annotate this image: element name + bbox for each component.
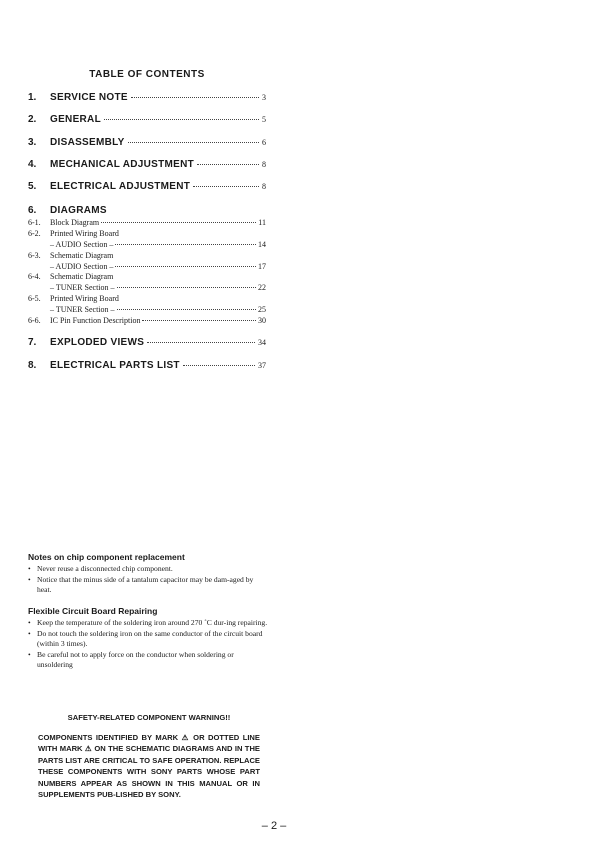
bullet-text: Notice that the minus side of a tantalum capacitor may be dam-aged by heat. — [37, 574, 254, 595]
subitem-page: 22 — [258, 283, 266, 292]
toc-subitem — [28, 316, 266, 327]
toc-subitem — [28, 229, 266, 240]
bullet-text: Never reuse a disconnected chip component. — [37, 564, 173, 573]
toc-subitem — [28, 240, 266, 251]
safety-warning-body: COMPONENTS IDENTIFIED BY MARK ⚠ OR DOTTED LINE WITH MARK ⚠ ON THE SCHEMATIC DIAGRAMS AND IN THE PARTS LIST ARE CRITICAL TO SAFE OPERATION. REPLACE THESE COMPONENTS WITH SONY PARTS WHOSE PART NUMBERS APPEAR AS SHOWN IN THIS MANUAL OR IN SUPPLEMENTS PUB-LISHED BY SONY. — [38, 733, 260, 800]
toc-item-title: ELECTRICAL ADJUSTMENT — [50, 181, 191, 192]
flex-notes-title: Flexible Circuit Board Repairing — [28, 606, 158, 616]
toc-item-number: 5. — [28, 181, 37, 192]
toc-item-number: 2. — [28, 114, 37, 125]
toc-item-title: MECHANICAL ADJUSTMENT — [50, 159, 195, 170]
toc-item-page: 37 — [258, 361, 266, 370]
subitem-text: Printed Wiring Board — [50, 229, 119, 238]
leader-dots — [197, 164, 259, 165]
list-item — [28, 575, 268, 596]
bullet: • — [28, 649, 31, 659]
leader-dots — [115, 244, 256, 245]
toc-item-title: EXPLODED VIEWS — [50, 337, 145, 348]
leader-dots — [128, 142, 259, 143]
toc-item-title: DIAGRAMS — [50, 205, 107, 216]
toc-subitem — [28, 272, 266, 283]
toc-subitem — [28, 283, 266, 294]
leader-dots — [183, 365, 255, 366]
bullet: • — [28, 618, 31, 627]
toc-subitem — [28, 251, 266, 262]
toc-item-exploded-views — [28, 337, 266, 351]
toc-item-page: 5 — [262, 115, 266, 124]
subitem-number: 6-2. — [28, 229, 41, 238]
toc-item-number: 8. — [28, 360, 37, 371]
leader-dots — [115, 266, 256, 267]
toc-item-diagrams — [28, 205, 266, 219]
list-item — [28, 650, 268, 671]
toc-item-disassembly — [28, 137, 266, 151]
subitem-page: 11 — [258, 218, 266, 227]
leader-dots — [104, 119, 259, 120]
chip-notes-title: Notes on chip component replacement — [28, 552, 185, 562]
toc-item-number: 4. — [28, 159, 37, 170]
toc-item-page: 8 — [262, 182, 266, 191]
toc-item-number: 1. — [28, 92, 37, 103]
list-item — [28, 564, 268, 575]
toc-item-title: SERVICE NOTE — [50, 92, 128, 103]
leader-dots — [117, 287, 256, 288]
leader-dots — [142, 320, 256, 321]
bullet: • — [28, 628, 31, 638]
bullet-text: Keep the temperature of the soldering iron around 270 ˚C dur-ing repairing. — [37, 618, 268, 627]
subitem-number: 6-5. — [28, 294, 41, 303]
subitem-text: – AUDIO Section – — [50, 240, 114, 249]
leader-dots — [147, 342, 255, 343]
flex-notes-section — [28, 606, 268, 671]
subitem-page: 17 — [258, 262, 266, 271]
toc-subitem — [28, 218, 266, 229]
toc-subitem — [28, 294, 266, 305]
toc-item-number: 6. — [28, 205, 37, 216]
subitem-page: 25 — [258, 305, 266, 314]
toc-item-general — [28, 114, 266, 128]
toc-item-page: 8 — [262, 160, 266, 169]
toc-item-number: 7. — [28, 337, 37, 348]
list-item — [28, 618, 268, 629]
subitem-text: – TUNER Section – — [50, 305, 115, 314]
subitem-page: 30 — [258, 316, 266, 325]
subitem-text: Schematic Diagram — [50, 272, 114, 281]
toc-item-electrical-parts-list — [28, 360, 266, 374]
safety-warning-title: SAFETY-RELATED COMPONENT WARNING!! — [67, 713, 231, 722]
toc-item-page: 6 — [262, 138, 266, 147]
bullet-text: Be careful not to apply force on the conductor when soldering or unsoldering — [37, 649, 234, 670]
toc-item-electrical-adjustment — [28, 181, 266, 195]
bullet: • — [28, 574, 31, 584]
bullet: • — [28, 564, 31, 573]
subitem-number: 6-4. — [28, 272, 41, 281]
subitem-page: 14 — [258, 240, 266, 249]
toc-item-page: 34 — [258, 338, 266, 347]
toc-subitem — [28, 305, 266, 316]
toc-item-page: 3 — [262, 93, 266, 102]
toc-item-number: 3. — [28, 137, 37, 148]
subitem-number: 6-3. — [28, 251, 41, 260]
subitem-number: 6-1. — [28, 218, 41, 227]
leader-dots — [101, 222, 256, 223]
subitem-text: Schematic Diagram — [50, 251, 114, 260]
toc-item-title: DISASSEMBLY — [50, 137, 125, 148]
list-item — [28, 629, 268, 650]
page-number: – 2 – — [261, 820, 287, 832]
leader-dots — [193, 186, 259, 187]
bullet-text: Do not touch the soldering iron on the same conductor of the circuit board (within 3 times). — [37, 628, 263, 649]
toc-item-title: ELECTRICAL PARTS LIST — [50, 360, 180, 371]
toc-item-mechanical-adjustment — [28, 159, 266, 173]
subitem-number: 6-6. — [28, 316, 41, 325]
subitem-text: – AUDIO Section – — [50, 262, 114, 271]
toc-title: TABLE OF CONTENTS — [89, 69, 205, 80]
subitem-text: Printed Wiring Board — [50, 294, 119, 303]
subitem-text: IC Pin Function Description — [50, 316, 141, 325]
subitem-text: Block Diagram — [50, 218, 100, 227]
subitem-text: – TUNER Section – — [50, 283, 115, 292]
safety-warning — [38, 713, 260, 800]
chip-notes-section — [28, 552, 268, 596]
leader-dots — [117, 309, 256, 310]
toc-item-title: GENERAL — [50, 114, 101, 125]
toc-item-service-note — [28, 92, 266, 106]
leader-dots — [131, 97, 259, 98]
